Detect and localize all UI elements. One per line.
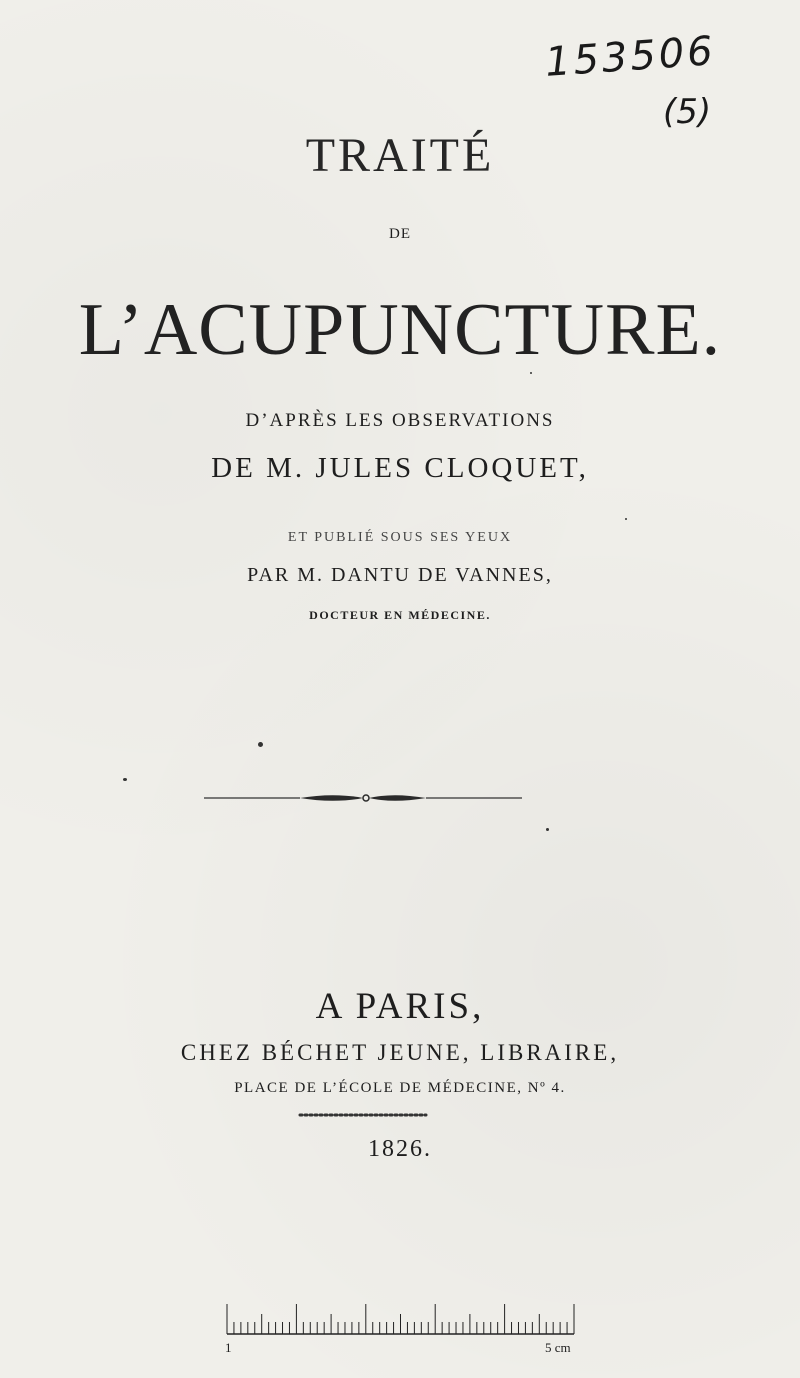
imprint-year: 1826. (368, 1136, 432, 1162)
handwritten-shelfmark: 153506 (543, 28, 718, 86)
title-connector: DE (389, 226, 411, 242)
dotted-rule (298, 1111, 428, 1119)
ink-speck (546, 828, 549, 831)
scale-ruler (220, 1302, 580, 1342)
imprint-city: A PARIS, (315, 986, 485, 1027)
ink-speck (530, 372, 532, 374)
subtitle-author: DE M. JULES CLOQUET, (211, 452, 589, 484)
ink-speck (123, 778, 127, 781)
handwritten-volume-number: (5) (663, 92, 712, 132)
subtitle-editor: PAR M. DANTU DE VANNES, (247, 564, 553, 586)
title-line-1: TRAITÉ (305, 129, 495, 182)
ruler-end-label: 5 cm (545, 1340, 571, 1355)
subtitle-credential: DOCTEUR EN MÉDECINE. (309, 608, 491, 622)
subtitle-observations: D’APRÈS LES OBSERVATIONS (245, 410, 555, 431)
imprint-address: PLACE DE L’ÉCOLE DE MÉDECINE, Nº 4. (234, 1080, 566, 1096)
imprint-publisher: CHEZ BÉCHET JEUNE, LIBRAIRE, (180, 1040, 620, 1065)
subtitle-published: ET PUBLIÉ SOUS SES YEUX (287, 530, 513, 545)
ink-speck (258, 742, 263, 747)
ornamental-rule (200, 788, 526, 808)
ink-speck (625, 518, 627, 520)
title-line-2: L’ACUPUNCTURE. (78, 289, 722, 371)
ruler-start-label: 1 (225, 1340, 232, 1355)
